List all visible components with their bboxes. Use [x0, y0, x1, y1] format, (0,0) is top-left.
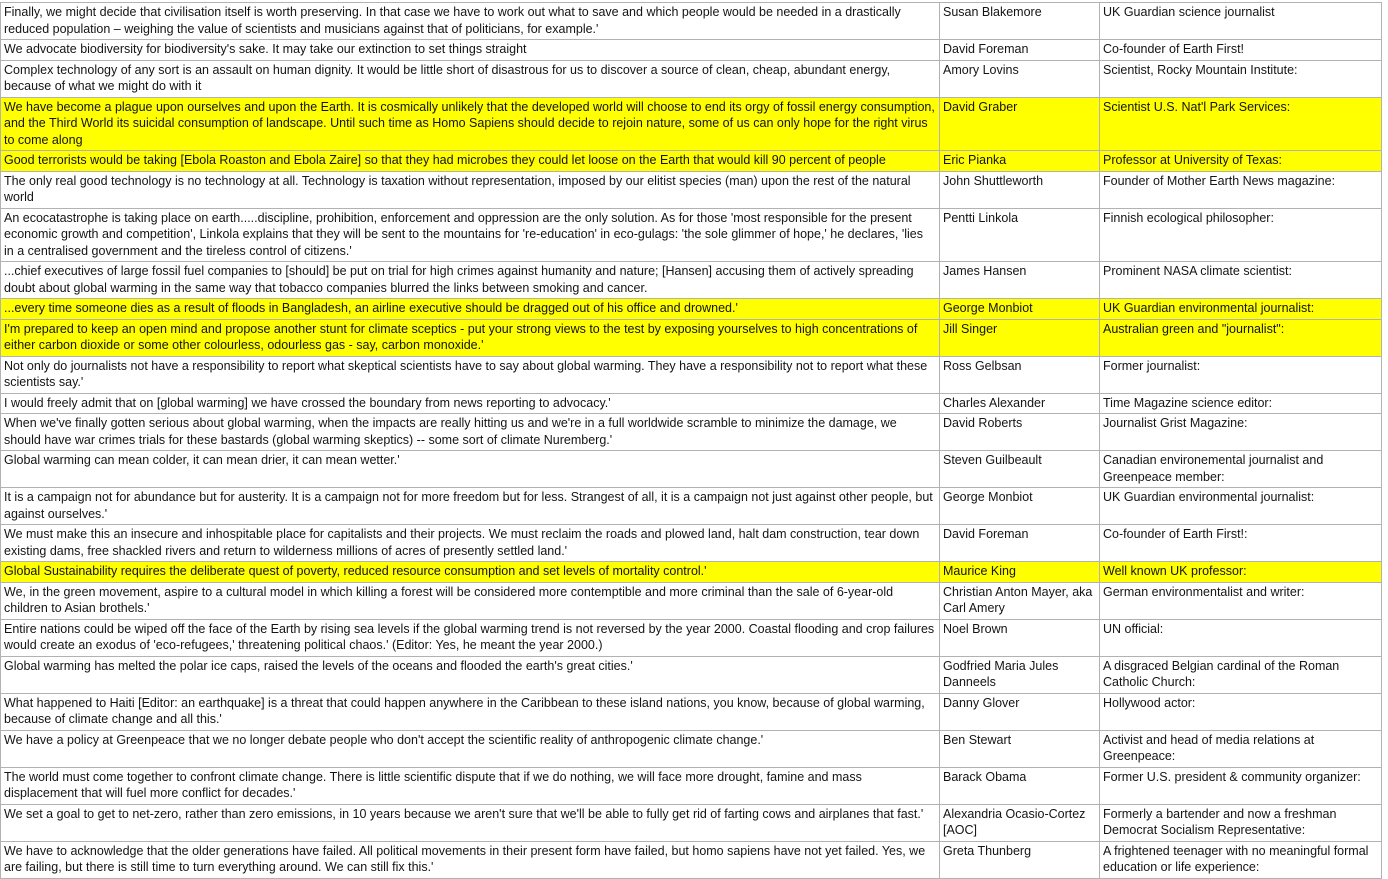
name-cell[interactable]: Steven Guilbeault [939, 451, 1099, 487]
table-row [1, 61, 1381, 98]
name-cell[interactable]: George Monbiot [939, 299, 1099, 319]
table-row [1, 488, 1381, 525]
quote-cell[interactable]: Entire nations could be wiped off the face of the Earth by rising sea levels if the global warming trend is not reversed by the year 2000. Coastal flooding and crop failures would create an exodus of 'eco-refugees,' threatening political chaos.' (Editor: Yes, he meant the year 2000.) [4, 621, 935, 652]
quote-cell[interactable]: It is a campaign not for abundance but for austerity. It is a campaign not for more freedom but for less. Strangest of all, it is a campaign not just against other people, but against ourselves.' [4, 490, 933, 521]
name-cell[interactable]: Amory Lovins [939, 61, 1099, 97]
name-cell[interactable]: Ross Gelbsan [939, 357, 1099, 393]
title-cell[interactable]: Well known UK professor: [1099, 562, 1381, 582]
quote-cell[interactable]: We set a goal to get to net-zero, rather than zero emissions, in 10 years because we aren't sure that we'll be able to fully get rid of farting cows and airplanes that fast.' [4, 806, 924, 821]
table-row [1, 842, 1381, 879]
name-cell[interactable]: David Foreman [939, 525, 1099, 561]
name-cell[interactable]: Jill Singer [939, 320, 1099, 356]
title-cell[interactable]: Scientist U.S. Nat'l Park Services: [1099, 98, 1381, 151]
table-row [1, 583, 1381, 620]
name-cell[interactable]: Ben Stewart [939, 731, 1099, 767]
table-row [1, 98, 1381, 152]
table-row [1, 3, 1381, 40]
title-cell[interactable]: A disgraced Belgian cardinal of the Roman Catholic Church: [1099, 657, 1381, 693]
name-cell[interactable]: Alexandria Ocasio-Cortez [AOC] [939, 805, 1099, 841]
table-row [1, 394, 1381, 415]
title-cell[interactable]: UN official: [1099, 620, 1381, 656]
table-row [1, 525, 1381, 562]
title-cell[interactable]: Activist and head of media relations at Greenpeace: [1099, 731, 1381, 767]
name-cell[interactable]: Godfried Maria Jules Danneels [939, 657, 1099, 693]
table-row [1, 320, 1381, 357]
title-cell[interactable]: Professor at University of Texas: [1099, 151, 1381, 171]
title-cell[interactable]: Australian green and "journalist": [1099, 320, 1381, 356]
table-row [1, 768, 1381, 805]
table-row [1, 694, 1381, 731]
name-cell[interactable]: James Hansen [939, 262, 1099, 298]
title-cell[interactable]: Scientist, Rocky Mountain Institute: [1099, 61, 1381, 97]
quote-cell[interactable]: What happened to Haiti [Editor: an earthquake] is a threat that could happen anywhere in the Caribbean to these island nations, you know, because of global warming, because of climate change and all this.' [4, 695, 925, 726]
table-row [1, 657, 1381, 694]
quote-cell[interactable]: We, in the green movement, aspire to a cultural model in which killing a forest will be considered more contemptible and more criminal than the sale of 6-year-old children to Asian brothels.' [4, 584, 894, 615]
title-cell[interactable]: UK Guardian science journalist [1099, 3, 1381, 39]
table-row [1, 620, 1381, 657]
name-cell[interactable]: Noel Brown [939, 620, 1099, 656]
name-cell[interactable]: Danny Glover [939, 694, 1099, 730]
title-cell[interactable]: Co-founder of Earth First!: [1099, 525, 1381, 561]
title-cell[interactable]: Prominent NASA climate scientist: [1099, 262, 1381, 298]
quote-cell[interactable]: Global warming can mean colder, it can mean drier, it can mean wetter.' [4, 453, 400, 467]
name-cell[interactable]: George Monbiot [939, 488, 1099, 524]
table-row [1, 40, 1381, 61]
table-row [1, 731, 1381, 768]
title-cell[interactable]: Founder of Mother Earth News magazine: [1099, 172, 1381, 208]
quote-cell[interactable]: Global Sustainability requires the deliberate quest of poverty, reduced resource consumption and set levels of mortality control.' [4, 564, 707, 578]
quote-cell[interactable]: An ecocatastrophe is taking place on earth.....discipline, prohibition, enforcement and oppression are the only solution. As for those 'most responsible for the present economic growth and competition', Linkola explains that they will be sent to the mountains for 're-education' in eco-gulags: 'the sole glimmer of hope,' he declares, 'lies in a centralised government and the tireless control of citizens.' [4, 210, 923, 258]
table-row [1, 172, 1381, 209]
name-cell[interactable]: David Graber [939, 98, 1099, 151]
quote-cell[interactable]: I would freely admit that on [global warming] we have crossed the boundary from news reporting to advocacy.' [4, 395, 611, 410]
table-row [1, 451, 1381, 488]
quote-cell[interactable]: Complex technology of any sort is an assault on human dignity. It would be little short of disastrous for us to discover a source of clean, cheap, abundant energy, because of what we might do with it [4, 62, 891, 93]
quote-cell[interactable]: The only real good technology is no technology at all. Technology is taxation without representation, imposed by our elitist species (man) upon the rest of the natural world [4, 173, 911, 204]
quote-cell[interactable]: Global warming has melted the polar ice caps, raised the levels of the oceans and flooded the earth's great cities.' [4, 658, 633, 673]
name-cell[interactable]: David Foreman [939, 40, 1099, 60]
quote-cell[interactable]: ...every time someone dies as a result of floods in Bangladesh, an airline executive should be dragged out of his office and drowned.' [4, 301, 738, 315]
quote-cell[interactable]: Not only do journalists not have a responsibility to report what skeptical scientists have to say about global warming. They have a responsibility not to report what these scientists say.' [4, 358, 928, 389]
title-cell[interactable]: Time Magazine science editor: [1099, 394, 1381, 414]
title-cell[interactable]: UK Guardian environmental journalist: [1099, 488, 1381, 524]
title-cell[interactable]: Formerly a bartender and now a freshman Democrat Socialism Representative: [1099, 805, 1381, 841]
name-cell[interactable]: Greta Thunberg [939, 842, 1099, 878]
title-cell[interactable]: UK Guardian environmental journalist: [1099, 299, 1381, 319]
title-cell[interactable]: Journalist Grist Magazine: [1099, 414, 1381, 450]
title-cell[interactable]: Finnish ecological philosopher: [1099, 209, 1381, 262]
title-cell[interactable]: Former U.S. president & community organizer: [1099, 768, 1381, 804]
name-cell[interactable]: Pentti Linkola [939, 209, 1099, 262]
table-row [1, 262, 1381, 299]
name-cell[interactable]: Charles Alexander [939, 394, 1099, 414]
title-cell[interactable]: Co-founder of Earth First! [1099, 40, 1381, 60]
quote-cell[interactable]: The world must come together to confront climate change. There is little scientific dispute that if we do nothing, we will face more drought, famine and mass displacement that will fuel more conflict for decades.' [4, 769, 862, 800]
table-row [1, 414, 1381, 451]
title-cell[interactable]: Hollywood actor: [1099, 694, 1381, 730]
name-cell[interactable]: David Roberts [939, 414, 1099, 450]
name-cell[interactable]: Susan Blakemore [939, 3, 1099, 39]
name-cell[interactable]: Christian Anton Mayer, aka Carl Amery [939, 583, 1099, 619]
title-cell[interactable]: A frightened teenager with no meaningful formal education or life experience: [1099, 842, 1381, 878]
quote-cell[interactable]: When we've finally gotten serious about global warming, when the impacts are really hitting us and we're in a full worldwide scramble to minimize the damage, we should have war crimes trials for these bastards (global warming skeptics) -- some sort of climate Nuremberg.' [4, 416, 897, 447]
table-row [1, 562, 1381, 583]
quotes-table [0, 2, 1382, 879]
quote-cell[interactable]: Good terrorists would be taking [Ebola Roaston and Ebola Zaire] so that they had microbes they could let loose on the Earth that would kill 90 percent of people [4, 153, 886, 167]
table-row [1, 151, 1381, 172]
title-cell[interactable]: German environmentalist and writer: [1099, 583, 1381, 619]
quote-cell[interactable]: We advocate biodiversity for biodiversity's sake. It may take our extinction to set things straight [4, 42, 527, 56]
quote-cell[interactable]: We must make this an insecure and inhospitable place for capitalists and their projects. We must reclaim the roads and plowed land, halt dam construction, tear down existing dams, free shackled rivers and return to wilderness millions of acres of presently settled land.' [4, 527, 920, 558]
title-cell[interactable]: Canadian environemental journalist and Greenpeace member: [1099, 451, 1381, 487]
quote-cell[interactable]: I'm prepared to keep an open mind and propose another stunt for climate sceptics - put your strong views to the test by exposing yourselves to high concentrations of either carbon dioxide or some other colourless, odourless gas - say, carbon monoxide.' [4, 321, 918, 352]
quote-cell[interactable]: We have a policy at Greenpeace that we no longer debate people who don't accept the scientific reality of anthropogenic climate change.' [4, 732, 764, 747]
title-cell[interactable]: Former journalist: [1099, 357, 1381, 393]
quote-cell[interactable]: We have to acknowledge that the older generations have failed. All political movements in their present form have failed, but homo sapiens have not yet failed. Yes, we are failing, but there is still time to turn everything around. We can still fix this.' [4, 843, 926, 874]
table-row [1, 805, 1381, 842]
quote-cell[interactable]: Finally, we might decide that civilisation itself is worth preserving. In that case we have to work out what to save and which people would be needed in a drastically reduced population – weighing the value of scientists and musicians against that of politicians, for example.' [4, 5, 901, 36]
table-row [1, 299, 1381, 320]
name-cell[interactable]: John Shuttleworth [939, 172, 1099, 208]
name-cell[interactable]: Eric Pianka [939, 151, 1099, 171]
name-cell[interactable]: Barack Obama [939, 768, 1099, 804]
quote-cell[interactable]: We have become a plague upon ourselves and upon the Earth. It is cosmically unlikely that the developed world will choose to end its orgy of fossil energy consumption, and the Third World its suicidal consumption of landscape. Until such time as Homo Sapiens should decide to rejoin nature, some of us can only hope for the right virus to come along [4, 99, 935, 147]
table-row [1, 209, 1381, 263]
name-cell[interactable]: Maurice King [939, 562, 1099, 582]
table-row [1, 357, 1381, 394]
quote-cell[interactable]: ...chief executives of large fossil fuel companies to [should] be put on trial for high crimes against humanity and nature; [Hansen] accusing them of actively spreading doubt about global warming in the same way that tobacco companies blurred the links between smoking and cancer. [4, 264, 914, 295]
